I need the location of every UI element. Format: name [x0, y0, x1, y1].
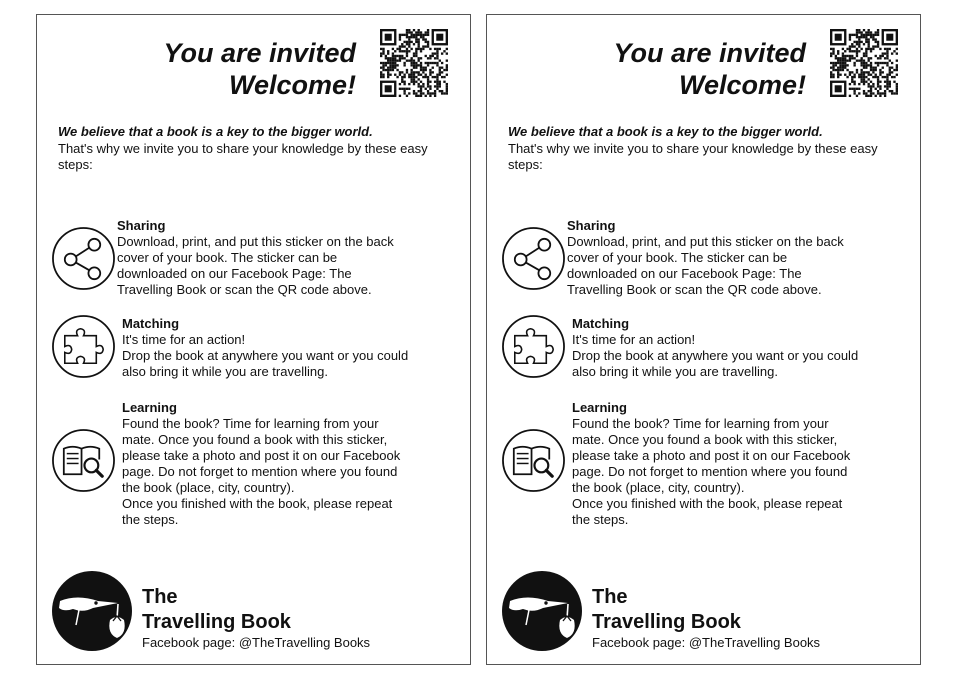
intro	[508, 124, 908, 174]
facebook-handle[interactable]: Facebook page: @TheTravelling Books	[142, 635, 371, 650]
brand-name	[142, 585, 291, 635]
stork-logo-icon	[51, 570, 133, 652]
step-body: It's time for an action! Drop the book at anywhere you want or you could also bring it while you are travelling.	[122, 332, 409, 379]
title-welcome: Welcome!	[228, 70, 356, 100]
brand-line-travelling-book: Travelling Book	[592, 611, 741, 633]
brand-line-travelling-book: Travelling Book	[142, 611, 291, 633]
intro	[58, 124, 458, 174]
brand-line-the: The	[142, 586, 178, 608]
step-body: Download, print, and put this sticker on the back cover of your book. The sticker can be downloaded on our Facebook Page: The Travelling Book or scan the QR code above.	[117, 234, 394, 297]
intro-lead: We believe that a book is a key to the bigger world.	[58, 124, 373, 139]
title-invited: You are invited	[613, 38, 806, 68]
brand-name	[592, 585, 741, 635]
qr-code-icon[interactable]	[830, 29, 898, 97]
step-title: Matching	[122, 316, 180, 331]
facebook-handle[interactable]: Facebook page: @TheTravelling Books	[592, 635, 821, 650]
intro-lead: We believe that a book is a key to the bigger world.	[508, 124, 823, 139]
sticker-card-left	[36, 14, 471, 665]
brand-line-the: The	[592, 586, 628, 608]
step-sharing	[117, 218, 457, 298]
step-title: Sharing	[117, 218, 166, 233]
step-body: Download, print, and put this sticker on the back cover of your book. The sticker can be downloaded on our Facebook Page: The Travelling Book or scan the QR code above.	[567, 234, 844, 297]
step-matching	[122, 316, 462, 380]
share-icon	[51, 226, 116, 291]
step-body: Found the book? Time for learning from your mate. Once you found a book with this sticker, please take a photo and post it on our Facebook page. Do not forget to mention where you found the book (place, city, country). Once you finished with the book, please repeat the steps.	[572, 416, 851, 527]
stork-logo-icon	[501, 570, 583, 652]
book-search-icon	[51, 428, 116, 493]
puzzle-icon	[501, 314, 566, 379]
step-title: Sharing	[567, 218, 616, 233]
intro-text: That's why we invite you to share your knowledge by these easy steps:	[508, 140, 878, 172]
step-matching	[572, 316, 912, 380]
step-learning	[122, 400, 462, 528]
intro-text: That's why we invite you to share your knowledge by these easy steps:	[58, 140, 428, 172]
step-body: It's time for an action! Drop the book at anywhere you want or you could also bring it while you are travelling.	[572, 332, 859, 379]
book-search-icon	[501, 428, 566, 493]
step-sharing	[567, 218, 907, 298]
puzzle-icon	[51, 314, 116, 379]
sticker-card-right	[486, 14, 921, 665]
step-body: Found the book? Time for learning from your mate. Once you found a book with this sticker, please take a photo and post it on our Facebook page. Do not forget to mention where you found the book (place, city, country). Once you finished with the book, please repeat the steps.	[122, 416, 401, 527]
share-icon	[501, 226, 566, 291]
step-title: Learning	[122, 400, 177, 415]
title-invited: You are invited	[163, 38, 356, 68]
step-title: Matching	[572, 316, 630, 331]
qr-code-icon[interactable]	[380, 29, 448, 97]
step-learning	[572, 400, 912, 528]
title-welcome: Welcome!	[678, 70, 806, 100]
title-block	[163, 37, 356, 101]
title-block	[613, 37, 806, 101]
step-title: Learning	[572, 400, 627, 415]
